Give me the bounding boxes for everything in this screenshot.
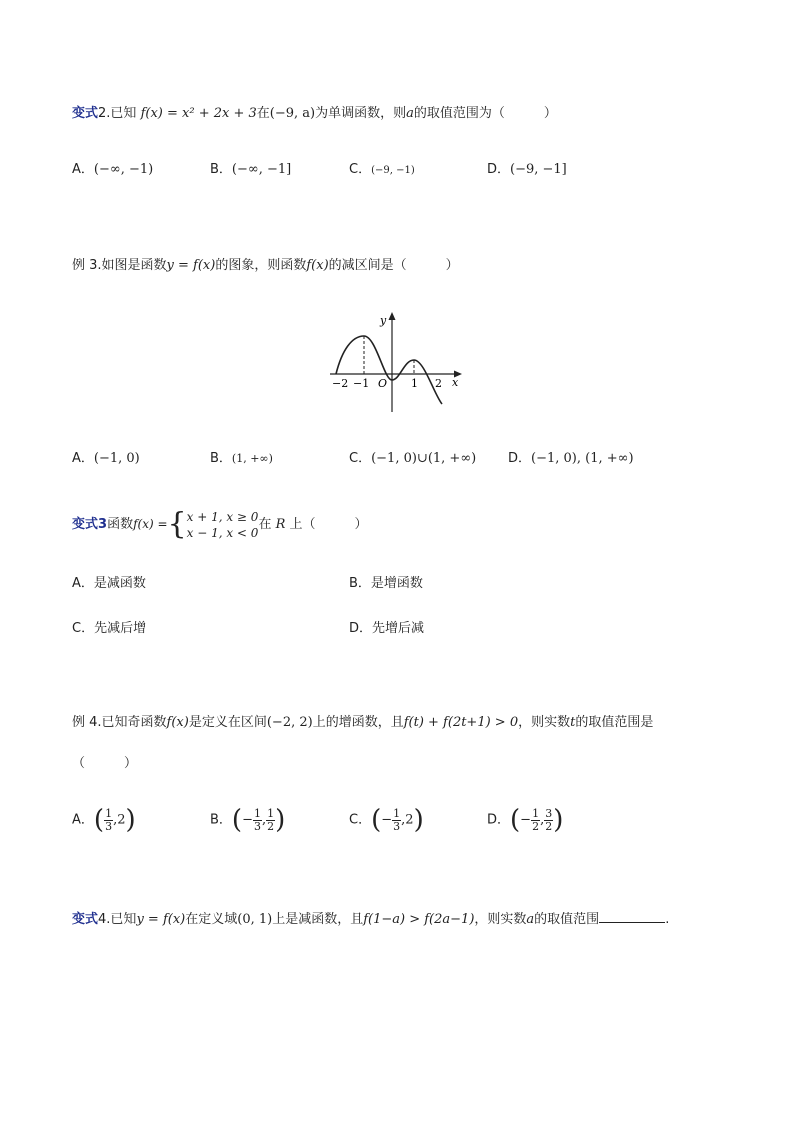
option-value: (−9, −1] bbox=[510, 162, 567, 177]
numerator: 1 bbox=[532, 806, 540, 820]
question-text: 的减区间是（ ） bbox=[328, 258, 459, 273]
option-c[interactable] bbox=[349, 800, 424, 841]
question-text: ，则实数 bbox=[474, 912, 527, 927]
right-paren: ) bbox=[553, 805, 564, 835]
option-label: A． bbox=[72, 451, 94, 466]
left-brace: { bbox=[167, 506, 187, 542]
option-c[interactable] bbox=[72, 619, 146, 639]
fraction bbox=[266, 808, 275, 833]
option-c[interactable] bbox=[349, 449, 476, 469]
interval-expression: (−9, a) bbox=[269, 106, 316, 121]
piecewise-case: x − 1, x < 0 bbox=[186, 525, 259, 540]
question-text: 已知 bbox=[110, 106, 137, 121]
option-label: C． bbox=[72, 621, 95, 636]
question-text: 上是减函数，且 bbox=[272, 912, 364, 927]
option-label: A． bbox=[72, 162, 94, 177]
question-text: 函数 bbox=[107, 517, 134, 532]
denominator: 3 bbox=[393, 819, 401, 833]
question-example-4 bbox=[72, 713, 653, 733]
left-paren: ( bbox=[510, 805, 521, 835]
question-text: 在定义域 bbox=[185, 912, 238, 927]
option-label: C． bbox=[349, 451, 372, 466]
option-value: 先增后减 bbox=[372, 621, 425, 636]
question-text: 的取值范围 bbox=[534, 912, 600, 927]
function-expression: y = f(x) bbox=[166, 258, 216, 273]
minus-sign: − bbox=[520, 812, 532, 828]
variable: t bbox=[570, 715, 576, 730]
option-b[interactable] bbox=[349, 574, 423, 594]
right-paren: ) bbox=[275, 805, 286, 835]
question-text: 上的增函数，且 bbox=[312, 715, 404, 730]
denominator: 2 bbox=[545, 819, 553, 833]
y-axis-label: y bbox=[380, 314, 387, 327]
option-value: 2 bbox=[117, 812, 126, 828]
variant-tag: 变式 bbox=[72, 106, 99, 121]
option-a[interactable] bbox=[72, 574, 146, 594]
option-value: (−∞, −1) bbox=[93, 162, 154, 177]
origin-label: O bbox=[378, 377, 388, 390]
option-d[interactable] bbox=[487, 800, 563, 841]
option-value: (−1, 0)∪(1, +∞) bbox=[371, 451, 477, 466]
question-number: 4. bbox=[98, 912, 111, 927]
fraction bbox=[104, 808, 113, 833]
option-label: B． bbox=[349, 576, 371, 591]
fraction bbox=[531, 808, 540, 833]
comma: , bbox=[540, 812, 545, 828]
right-paren: ) bbox=[413, 805, 424, 835]
option-label: C． bbox=[349, 162, 372, 177]
question-text: 的取值范围为（ ） bbox=[413, 106, 557, 121]
left-paren: ( bbox=[371, 805, 382, 835]
option-label: A． bbox=[72, 812, 94, 828]
option-label: B． bbox=[210, 451, 232, 466]
fraction bbox=[544, 808, 553, 833]
question-text: ，则实数 bbox=[518, 715, 571, 730]
question-text: 的取值范围是 bbox=[575, 715, 654, 730]
option-label: D． bbox=[349, 621, 373, 636]
fraction bbox=[253, 808, 262, 833]
option-value: (−∞, −1] bbox=[231, 162, 292, 177]
option-value: 2 bbox=[405, 812, 414, 828]
function-graph bbox=[328, 308, 464, 416]
question-text: 已知 bbox=[110, 912, 137, 927]
question-variant-4 bbox=[72, 910, 669, 930]
function-curve bbox=[336, 336, 442, 404]
numerator: 1 bbox=[267, 806, 275, 820]
interval-expression: (0, 1) bbox=[237, 912, 273, 927]
question-example-3 bbox=[72, 256, 459, 276]
option-label: D． bbox=[487, 162, 511, 177]
option-value: (−9, −1) bbox=[371, 165, 415, 176]
comma: , bbox=[401, 812, 406, 828]
variable: a bbox=[406, 106, 414, 121]
option-label: D． bbox=[487, 812, 511, 828]
option-value: (−1, 0) bbox=[93, 451, 140, 466]
option-a[interactable] bbox=[72, 800, 136, 841]
question-text: 例 3.如图是函数 bbox=[72, 258, 167, 273]
option-value: 先减后增 bbox=[94, 621, 147, 636]
function-expression: f(x) bbox=[306, 258, 329, 273]
question-text: 上（ ） bbox=[289, 517, 368, 532]
question-text: 是定义在区间 bbox=[188, 715, 267, 730]
question-text: 例 4.已知奇函数 bbox=[72, 715, 167, 730]
option-label: B． bbox=[210, 162, 232, 177]
question-text: 为单调函数，则 bbox=[315, 106, 407, 121]
numerator: 3 bbox=[545, 806, 553, 820]
y-axis-arrow bbox=[389, 312, 396, 320]
option-c[interactable] bbox=[349, 160, 415, 181]
tick-label: −2 bbox=[332, 377, 349, 390]
option-value: 是增函数 bbox=[370, 576, 423, 591]
left-paren: ( bbox=[93, 805, 105, 835]
variant-tag: 变式 bbox=[72, 517, 99, 532]
option-a[interactable] bbox=[72, 449, 140, 469]
x-axis-label: x bbox=[452, 376, 459, 389]
denominator: 2 bbox=[267, 819, 275, 833]
piecewise-cases bbox=[187, 509, 259, 541]
option-b[interactable] bbox=[210, 800, 285, 841]
question-text: 在 bbox=[256, 106, 270, 121]
option-label: C． bbox=[349, 812, 372, 828]
question-number: 2. bbox=[98, 106, 111, 121]
comma: , bbox=[113, 812, 118, 828]
option-d[interactable] bbox=[349, 619, 424, 639]
option-b[interactable] bbox=[210, 449, 273, 469]
variable: a bbox=[526, 912, 535, 927]
fraction bbox=[392, 808, 401, 833]
answer-parentheses: （ ） bbox=[72, 756, 138, 771]
option-label: D． bbox=[508, 451, 532, 466]
denominator: 3 bbox=[253, 819, 261, 833]
interval-expression: (−2, 2) bbox=[266, 715, 313, 730]
left-paren: ( bbox=[231, 805, 243, 835]
minus-sign: − bbox=[381, 812, 393, 828]
question-variant-2 bbox=[72, 104, 557, 124]
function-expression: f(x) = x² + 2x + 3 bbox=[140, 106, 257, 121]
answer-blank[interactable] bbox=[599, 910, 665, 923]
denominator: 2 bbox=[532, 819, 540, 833]
right-paren: ) bbox=[125, 805, 136, 835]
function-expression: f(x) = bbox=[133, 517, 168, 531]
inequality-expression: f(t) + f(2t+1) > 0 bbox=[403, 715, 519, 730]
tick-label: 2 bbox=[435, 377, 442, 390]
comma: , bbox=[261, 812, 267, 828]
inequality-expression: f(1−a) > f(2a−1) bbox=[363, 912, 475, 927]
function-expression: f(x) bbox=[166, 715, 189, 730]
option-value: (−1, 0), (1, +∞) bbox=[531, 451, 634, 466]
question-variant-3 bbox=[72, 505, 368, 544]
option-d[interactable] bbox=[508, 449, 634, 469]
numerator: 1 bbox=[253, 806, 261, 820]
numerator: 1 bbox=[393, 806, 401, 820]
option-value: (1, +∞) bbox=[231, 452, 273, 465]
option-value: 是减函数 bbox=[93, 576, 146, 591]
denominator: 3 bbox=[105, 819, 113, 833]
option-d[interactable] bbox=[487, 160, 567, 180]
question-text: 在 bbox=[258, 517, 272, 532]
function-expression: y = f(x) bbox=[136, 912, 186, 927]
tick-label: −1 bbox=[353, 377, 370, 390]
question-text: 的图象，则函数 bbox=[215, 258, 307, 273]
option-label: A． bbox=[72, 576, 94, 591]
tick-label: 1 bbox=[411, 377, 418, 390]
option-a[interactable] bbox=[72, 160, 153, 180]
option-b[interactable] bbox=[210, 160, 291, 180]
piecewise-case: x + 1, x ≥ 0 bbox=[186, 509, 259, 524]
minus-sign: − bbox=[242, 812, 253, 828]
question-number: 3 bbox=[98, 517, 108, 532]
numerator: 1 bbox=[105, 806, 113, 820]
period: . bbox=[665, 912, 670, 927]
variant-tag: 变式 bbox=[72, 912, 99, 927]
variable: R bbox=[275, 517, 286, 532]
option-label: B． bbox=[210, 812, 232, 828]
